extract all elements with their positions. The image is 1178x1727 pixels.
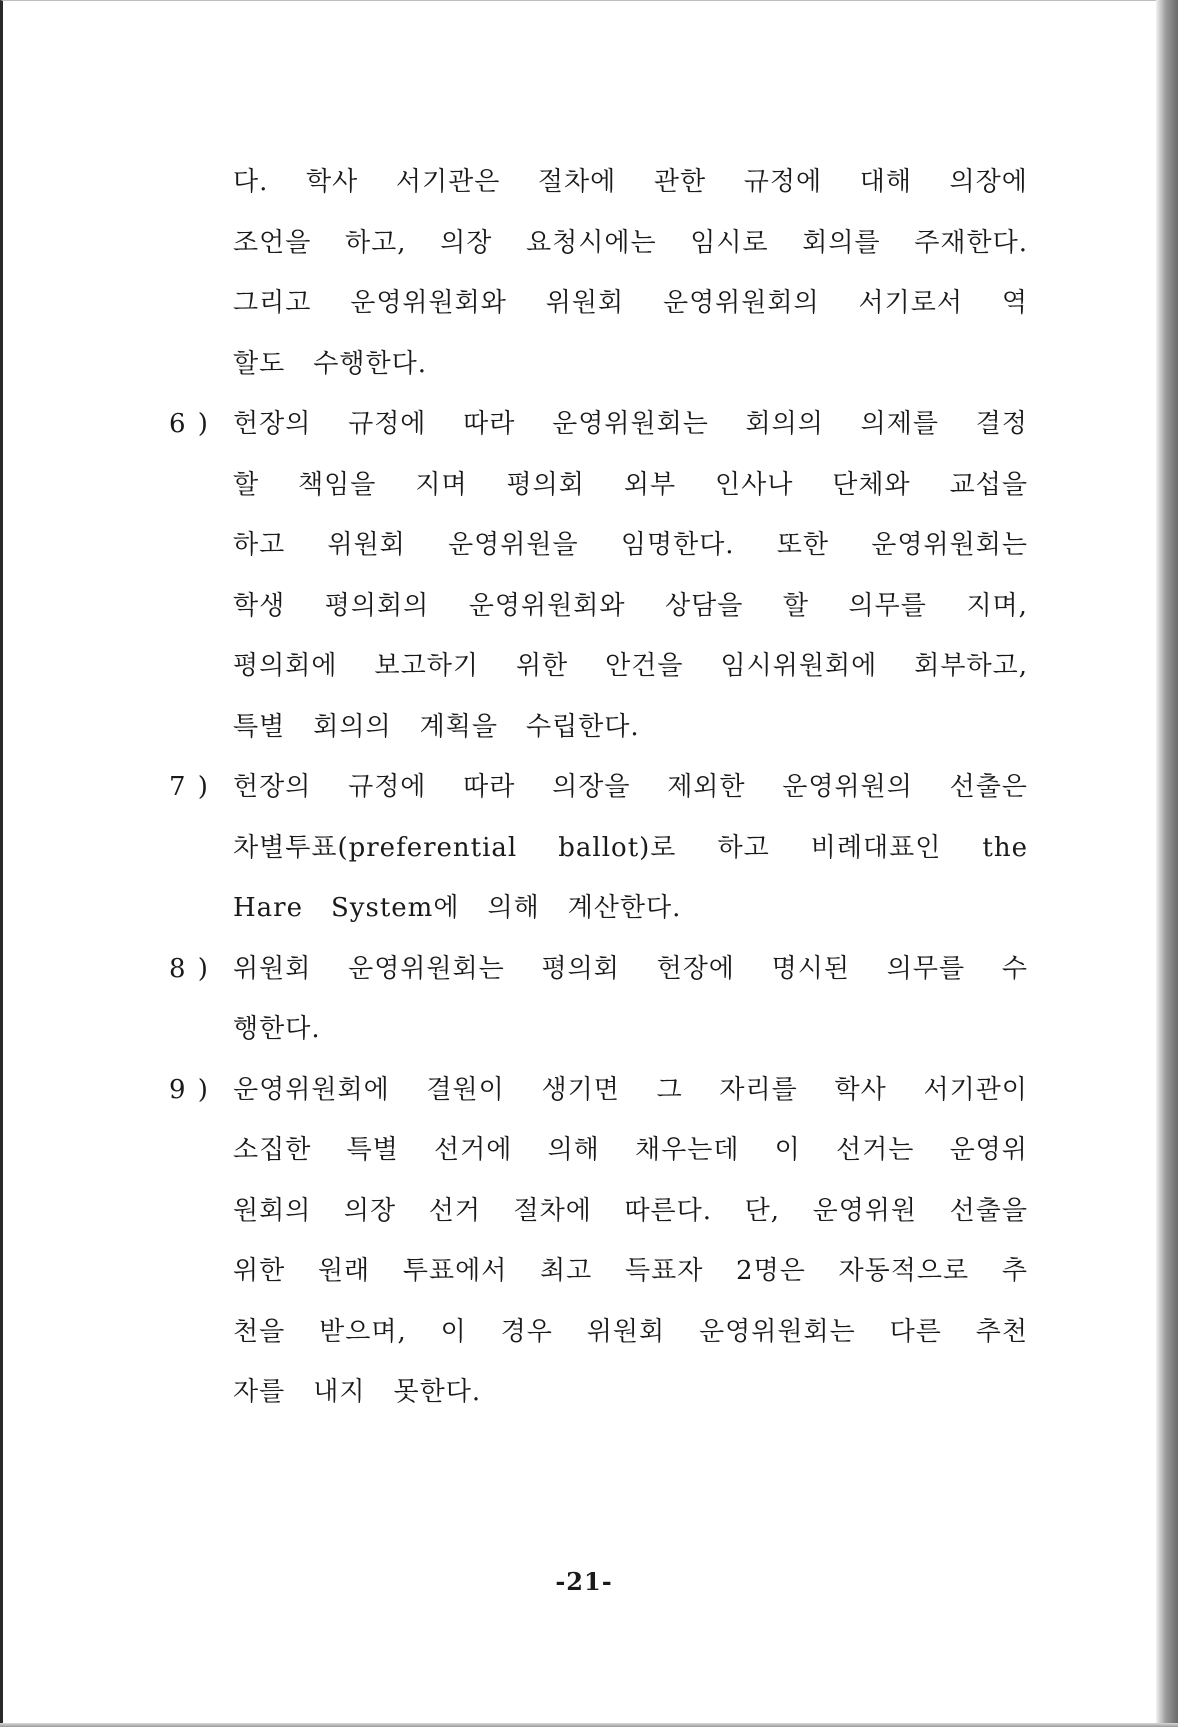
text-line (233, 528, 1028, 562)
word: 헌장에 (656, 953, 735, 984)
word: 규정에 (743, 167, 823, 197)
text-line (233, 952, 1028, 986)
word: 이 (774, 1135, 801, 1165)
word: 운영위 (949, 1135, 1028, 1165)
word: 할도 (233, 348, 286, 379)
word: 의장 (343, 1195, 397, 1226)
text-line (233, 407, 1028, 441)
page-number: -21- (555, 1567, 613, 1596)
word: 의해 (547, 1135, 600, 1165)
item-marker: 7 ) (169, 772, 210, 802)
text-line (233, 347, 455, 381)
word: 채우는데 (635, 1135, 740, 1165)
word: 원회의 (233, 1195, 312, 1226)
word: 받으며, (319, 1316, 407, 1347)
word: 소집한 (233, 1135, 312, 1165)
word: 임명한다. (620, 530, 735, 560)
word: 결원이 (426, 1074, 505, 1105)
word: 주재한다. (914, 227, 1028, 258)
word: 따른다. (624, 1195, 713, 1226)
item-marker: 8 ) (169, 953, 210, 984)
word: 학사 (834, 1074, 887, 1105)
text-line (233, 1073, 1028, 1107)
word: 교섭을 (949, 469, 1028, 500)
word: 규정에 (348, 772, 427, 802)
word: 수립한다. (525, 711, 640, 742)
word: 다른 (889, 1316, 942, 1347)
word: 임시로 (690, 227, 769, 258)
word: 운영위원회에 (233, 1074, 390, 1105)
text-line (233, 1194, 1028, 1228)
word: 투표에서 (402, 1256, 508, 1286)
word: 득표자 (624, 1256, 704, 1286)
word: 운영위원의 (782, 772, 913, 802)
word: 제외한 (667, 772, 746, 802)
word: 안건을 (605, 651, 684, 681)
word: the (982, 832, 1028, 863)
word: 헌장의 (233, 772, 312, 802)
word: 상담을 (665, 590, 744, 621)
text-line (233, 1012, 349, 1046)
word: 외부 (623, 469, 677, 500)
word: 결정 (975, 409, 1028, 439)
word: 지며 (415, 469, 468, 500)
word: 의무를 (848, 590, 927, 621)
word: 회부하고, (914, 651, 1028, 681)
word: 서기관은 (395, 167, 501, 197)
word: 선출을 (949, 1195, 1028, 1226)
word: 의장을 (552, 772, 631, 802)
word: 수행한다. (313, 348, 427, 379)
word: 학사 (306, 167, 359, 197)
word: 내지 (313, 1377, 366, 1407)
word: 규정에 (348, 409, 427, 439)
word: 단체와 (832, 469, 911, 500)
word: System에 (331, 893, 460, 923)
word: 할 (782, 590, 810, 621)
word: 역 (1001, 288, 1028, 318)
text-line (233, 770, 1028, 804)
word: 회의의 (745, 409, 824, 439)
word: 위원회 (233, 953, 312, 984)
word: 운영위원회는 (348, 953, 505, 984)
word: 평의회 (541, 953, 620, 984)
word: 선거는 (836, 1135, 915, 1165)
word: 지며, (966, 590, 1028, 621)
word: 할 (233, 469, 260, 500)
word: 운영위원회의 (662, 288, 820, 318)
word: 자를 (233, 1377, 286, 1407)
word: 절차에 (513, 1195, 592, 1226)
word: 행한다. (233, 1014, 321, 1044)
word: 위원회 (586, 1316, 666, 1347)
word: 책임을 (298, 469, 377, 500)
word: 위한 (233, 1256, 286, 1286)
word: 특별 (233, 711, 286, 742)
word: 그 (656, 1074, 683, 1105)
word: 운영위원회는 (699, 1316, 856, 1347)
word: 특별 (346, 1135, 399, 1165)
word: 평의회의 (324, 590, 430, 621)
word: 선출은 (949, 772, 1028, 802)
word: 선거 (428, 1195, 481, 1226)
text-line (233, 286, 1028, 320)
word: 비례대표인 (810, 832, 942, 863)
word: 못한다. (393, 1377, 482, 1407)
word: 선거에 (434, 1135, 513, 1165)
word: 인사나 (715, 469, 794, 500)
word: 운영위원회는 (552, 409, 709, 439)
word: 관한 (653, 167, 707, 197)
word: 서기관이 (923, 1074, 1028, 1105)
text-line (233, 1133, 1028, 1167)
word: 보고하기 (374, 651, 479, 681)
word: 임시위원회에 (720, 651, 878, 681)
word: 자동적으로 (838, 1256, 970, 1286)
text-line (233, 468, 1028, 502)
word: 회의를 (802, 227, 881, 258)
word: 학생 (233, 590, 286, 621)
word: 추천 (975, 1316, 1028, 1347)
word: 절차에 (537, 167, 617, 197)
word: 경우 (500, 1316, 553, 1347)
word: 2명은 (736, 1256, 806, 1286)
text-line (233, 831, 1028, 865)
word: 의해 (487, 893, 540, 923)
word: 단, (744, 1195, 781, 1226)
item-marker: 6 ) (169, 409, 210, 439)
word: 의장에 (949, 167, 1028, 197)
text-line (233, 649, 1028, 683)
word: Hare (233, 893, 303, 923)
word: 회의의 (313, 711, 392, 742)
word: 조언을 (233, 227, 312, 258)
word: 그리고 (233, 288, 312, 318)
text-line (233, 710, 668, 744)
word: 이 (440, 1316, 467, 1347)
word: 다. (233, 167, 269, 197)
text-line (233, 165, 1028, 199)
word: 원래 (317, 1256, 371, 1286)
word: 운영위원회와 (350, 288, 507, 318)
word: 서기로서 (858, 288, 963, 318)
word: 평의회 (506, 469, 585, 500)
word: 헌장의 (233, 409, 312, 439)
text-line (233, 226, 1028, 260)
text-line (233, 1315, 1028, 1349)
word: 위원회 (327, 530, 406, 560)
word: 최고 (540, 1256, 593, 1286)
word: 의무를 (886, 953, 966, 984)
word: 생기면 (541, 1074, 620, 1105)
word: 또한 (776, 530, 830, 560)
word: 위원회 (545, 288, 625, 318)
word: 수 (1001, 953, 1028, 984)
word: 자리를 (719, 1074, 798, 1105)
word: 위한 (515, 651, 569, 681)
word: 계산한다. (567, 893, 682, 923)
item-marker: 9 ) (169, 1074, 210, 1105)
word: 차별투표(preferential (233, 832, 518, 863)
word: 운영위원회는 (871, 530, 1028, 560)
word: 운영위원회와 (468, 590, 626, 621)
text-line (233, 891, 709, 925)
text-line (233, 1254, 1028, 1288)
word: 운영위원을 (448, 530, 579, 560)
word: 따라 (463, 772, 516, 802)
word: 의제를 (860, 409, 939, 439)
text-line (233, 589, 1028, 623)
word: 요청시에는 (526, 227, 657, 258)
word: 계획을 (419, 711, 498, 742)
word: 운영위원 (812, 1195, 918, 1226)
word: 하고 (233, 530, 286, 560)
word: 따라 (463, 409, 516, 439)
word: 평의회에 (233, 651, 338, 681)
page-edge-shadow (1156, 0, 1178, 1727)
word: 의장 (440, 227, 493, 258)
text-line (233, 1375, 509, 1409)
word: 대해 (859, 167, 912, 197)
word: 하고, (345, 227, 407, 258)
word: 천을 (233, 1316, 286, 1347)
page-bottom-shadow (0, 1723, 1178, 1727)
word: 하고 (717, 832, 770, 863)
word: 명시된 (771, 953, 851, 984)
word: 추 (1001, 1256, 1028, 1286)
word: ballot)로 (558, 832, 677, 863)
